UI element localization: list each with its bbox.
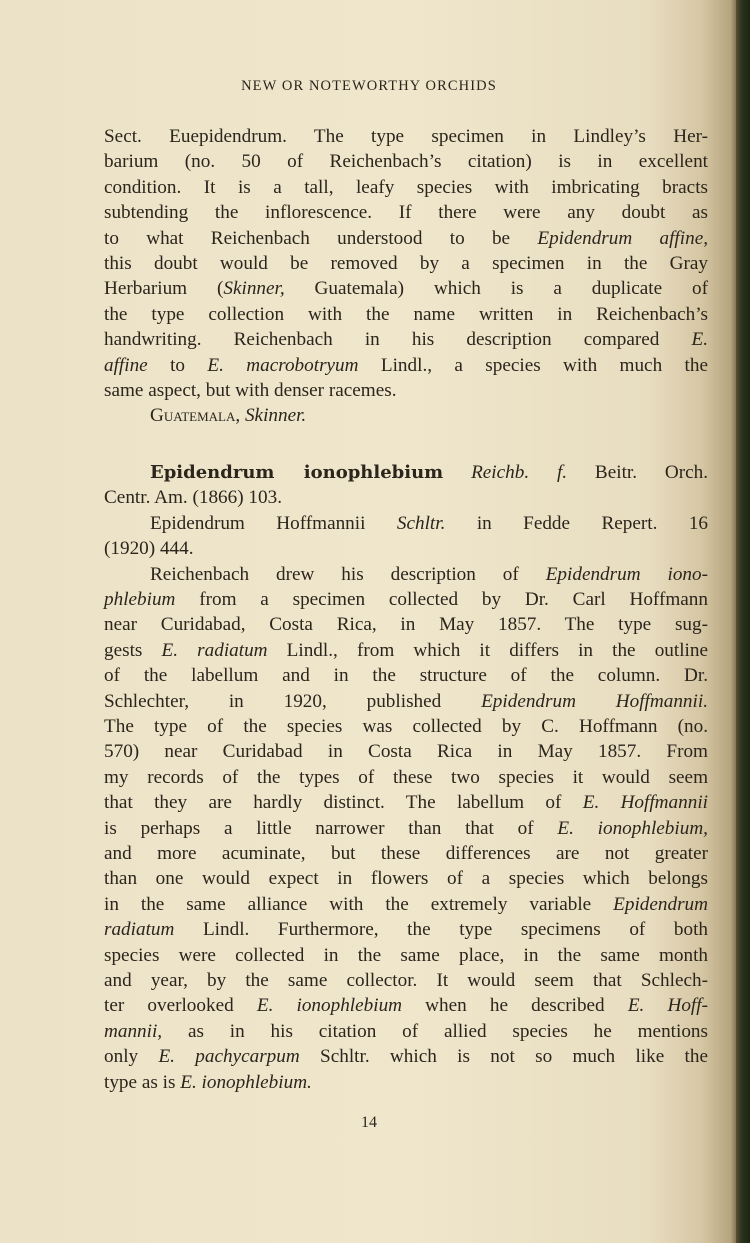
text-line [104,866,708,891]
taxon-name: E. macrobotryum [207,354,359,376]
taxon-name: Epidendrum affine, [537,227,709,249]
text-line [104,714,708,739]
text-span: Herbarium ( [104,278,224,300]
locality-line [104,403,708,428]
text-span: in the same alliance with the extremely variable [104,893,614,915]
text-line [104,968,708,993]
taxon-name: E. ionophlebium, [557,817,708,839]
text-span: this doubt would be removed by a specimen in the Gray [104,253,708,275]
page-body [104,124,708,1095]
taxon-name: E. radiatum [161,639,268,661]
text-span: near Curidabad, Costa Rica, in May 1857. The type sug- [104,614,708,636]
text-line [104,149,708,174]
taxon-name: phlebium [104,588,176,610]
text-line [104,612,708,637]
taxon-name: Epidendrum iono- [545,563,708,585]
text-line [104,175,708,200]
text-span: when he described [402,995,628,1017]
synonym-line [104,511,708,536]
text-line [104,200,708,225]
species-heading [104,460,708,485]
text-span: type as is [104,1071,181,1093]
text-span: only [104,1046,159,1068]
citation: in Fedde Repert. 16 [476,512,709,534]
text-line [104,536,708,561]
text-line [104,226,708,251]
text-line [104,892,708,917]
text-line [104,993,708,1018]
section-gap [104,429,708,454]
text-line [104,251,708,276]
taxon-name: Epidendrum Hoffmannii. [481,690,708,712]
text-line [104,302,708,327]
text-span: handwriting. Reichenbach in his description compared [104,329,660,351]
text-span: Lindl., from which it differs in the outline [267,639,708,661]
species-author: Reichb. f. [471,461,568,483]
taxon-name: E. ionophlebium. [180,1071,312,1093]
text-line [104,841,708,866]
text-span: than one would expect in flowers of a species which belongs [104,868,708,890]
synonym-author: Schltr. [396,512,446,534]
text-span: and year, by the same collector. It would seem that Schlech- [104,970,708,991]
text-span: that they are hardly distinct. The labellum of [104,792,583,814]
text-span: as in his citation of allied species he mentions [162,1020,708,1042]
taxon-name: Epidendrum [613,893,708,915]
text-span: The type of the species was collected by C. Hoffmann (no. [104,715,708,737]
taxon-name: E. ionophlebium [256,995,403,1017]
text-line [104,689,708,714]
text-span: my records of the types of these two species it would seem [104,766,708,788]
text-line [104,638,708,663]
text-line [104,378,708,403]
collector-name: Skinner, [223,278,285,300]
taxon-name: mannii, [104,1020,163,1042]
text-span: Lindl., a species with much the [358,354,708,376]
citation: (1920) 444. [104,538,194,560]
citation: Beitr. Orch. [594,461,709,483]
text-span: Lindl. Furthermore, the type specimens of both [174,919,708,941]
text-line [104,943,708,968]
page-number: 14 [361,1114,377,1131]
text-line [104,816,708,841]
text-line [104,327,708,352]
text-line [104,353,708,378]
text-span: same aspect, but with denser racemes. [104,380,397,402]
collector-name: Skinner. [244,405,307,427]
text-span: condition. It is a tall, leafy species with imbricating bracts [104,176,708,198]
taxon-name: E. pachycarpum [158,1046,300,1068]
taxon-name: E. Hoff- [627,995,708,1017]
synonym-name: Epidendrum Hoffmannii [150,512,366,534]
citation: Centr. Am. (1866) 103. [104,487,283,509]
text-span: Guatemala) which is a duplicate of [284,278,708,300]
text-span: Schltr. which is not so much like the [299,1046,708,1068]
text-span: the type collection with the name written in Reichenbach’s [104,303,708,325]
text-line [104,765,708,790]
locality-country: Guatemala, [150,405,241,427]
text-line [104,562,708,587]
text-line [104,1019,708,1044]
taxon-name: affine [104,354,148,376]
text-span: subtending the inflorescence. If there were any doubt as [104,202,708,224]
taxon-name: E. Hoffmannii [582,792,708,814]
text-span: 570) near Curidabad in Costa Rica in May 1857. From [104,741,708,763]
text-span: Sect. Euepidendrum. The type specimen in Lindley’s Her- [104,126,708,147]
text-span: to what Reichenbach understood to be [104,227,511,249]
text-line [104,1070,708,1095]
book-spine-edge [736,0,750,1243]
text-line [104,485,708,510]
text-span: Schlechter, in 1920, published [104,690,482,712]
text-line [104,917,708,942]
text-line [104,790,708,815]
text-line [104,663,708,688]
text-span: ter overlooked [104,995,257,1017]
text-span: is perhaps a little narrower than that of [104,817,558,839]
text-span: of the labellum and in the structure of the column. Dr. [104,665,708,687]
taxon-name: E. [691,329,708,351]
text-span: barium (no. 50 of Reichenbach’s citation) is in excellent [104,151,708,173]
text-span: species were collected in the same place, in the same month [104,944,708,966]
text-span: from a specimen collected by Dr. Carl Hoffmann [175,588,708,610]
text-span: and more acuminate, but these differences are not greater [104,842,708,864]
text-line [104,739,708,764]
text-line [104,1044,708,1069]
text-span: gests [104,639,162,661]
text-line [104,587,708,612]
running-head: NEW OR NOTEWORTHY ORCHIDS [241,78,497,94]
species-name: Epidendrum ionophlebium [150,461,444,483]
text-span: to [147,354,208,376]
text-line [104,124,708,149]
text-span: Reichenbach drew his description of [150,563,546,585]
text-line [104,276,708,301]
taxon-name: radiatum [104,919,175,941]
